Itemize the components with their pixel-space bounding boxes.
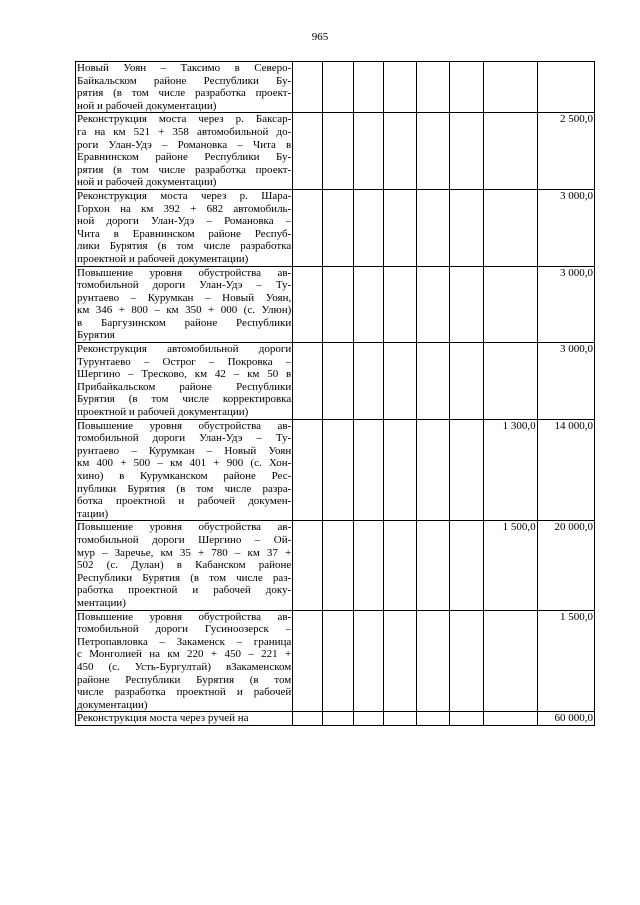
item-name-cell <box>76 113 293 190</box>
item-name-line: 502 (с. Дулан) в Кабанском районе <box>77 559 292 572</box>
item-name-line: рятия (в том числе разработка проект- <box>77 163 292 176</box>
value-cell-col-3 <box>323 113 353 190</box>
budget-table <box>75 61 595 726</box>
value-cell-col-4 <box>353 610 383 712</box>
item-name-line: томобильной дороги Улан-Удэ – Ту- <box>77 279 292 292</box>
value-cell-col-4 <box>353 266 383 343</box>
value-cell-col-9: 3 000,0 <box>537 266 594 343</box>
value-cell-col-5 <box>383 189 416 266</box>
item-name-line: районе Республики Бурятия (в том <box>77 673 292 686</box>
item-name-line: Реконструкция моста через р. Шара- <box>77 189 292 202</box>
item-name-line: рятия (в том числе разработка проект- <box>77 87 292 100</box>
item-name-line: рунтаево – Курумкан – Новый Уоян, <box>77 291 292 304</box>
item-name-line: томобильной дороги Шергино – Ой- <box>77 533 292 546</box>
value-cell-col-4 <box>353 62 383 113</box>
table-row <box>76 712 595 726</box>
value-cell-col-6 <box>416 113 449 190</box>
item-name-line: Новый Уоян – Таксимо в Северо- <box>77 62 292 74</box>
item-name-line: лики Бурятия (в том числе разработка <box>77 240 292 253</box>
value-cell-col-8 <box>484 343 537 420</box>
item-name-line: Повышение уровня обустройства ав- <box>77 266 292 279</box>
value-cell-col-3 <box>323 610 353 712</box>
item-name-line: Реконструкция моста через р. Баксар- <box>77 113 292 126</box>
item-name-line: Петропавловка – Закаменск – граница <box>77 635 292 648</box>
value-cell-col-4 <box>353 113 383 190</box>
value-cell-col-3 <box>323 266 353 343</box>
table-row <box>76 113 595 190</box>
value-cell-col-9: 1 500,0 <box>537 610 594 712</box>
item-name-line: публики Бурятия (в том числе разра- <box>77 482 292 495</box>
value-cell-col-6 <box>416 521 449 610</box>
value-cell-col-6 <box>416 62 449 113</box>
item-name-line: томобильной дороги Гусиноозерск – <box>77 623 292 636</box>
value-cell-col-3 <box>323 189 353 266</box>
value-cell-col-9 <box>537 62 594 113</box>
value-cell-col-2 <box>293 113 323 190</box>
item-name-line: Бурятия <box>77 329 115 342</box>
item-name-line: Турунтаево – Острог – Покровка – <box>77 355 292 368</box>
table-row <box>76 610 595 712</box>
value-cell-col-9: 2 500,0 <box>537 113 594 190</box>
item-name-line: рунтаево – Курумкан – Новый Уоян <box>77 444 292 457</box>
item-name-line: мур – Заречье, км 35 + 780 – км 37 + <box>77 546 292 559</box>
item-name-line: тации) <box>77 507 109 520</box>
value-cell-col-7 <box>450 62 484 113</box>
value-cell-col-9: 14 000,0 <box>537 419 594 521</box>
item-name-line: Байкальском районе Республики Бу- <box>77 74 292 87</box>
item-name-line: томобильной дороги Улан-Удэ – Ту- <box>77 432 292 445</box>
value-cell-col-4 <box>353 343 383 420</box>
value-cell-col-7 <box>450 521 484 610</box>
value-cell-col-5 <box>383 610 416 712</box>
value-cell-col-7 <box>450 343 484 420</box>
value-cell-col-8 <box>484 113 537 190</box>
value-cell-col-5 <box>383 113 416 190</box>
item-name-line: проектной и рабочей документации) <box>77 252 249 265</box>
value-cell-col-8 <box>484 712 537 726</box>
value-cell-col-2 <box>293 712 323 726</box>
item-name-line: документации) <box>77 698 148 711</box>
item-name-line: числе разработка проектной и рабочей <box>77 686 292 699</box>
value-cell-col-4 <box>353 419 383 521</box>
value-cell-col-6 <box>416 343 449 420</box>
item-name-cell <box>76 419 293 521</box>
value-cell-col-3 <box>323 521 353 610</box>
item-name-cell <box>76 712 293 726</box>
item-name-line: хино) в Курумканском районе Рес- <box>77 470 292 482</box>
item-name-line: Повышение уровня обустройства ав- <box>77 419 292 432</box>
item-name-line: с Монголией на км 220 + 450 – 221 + <box>77 648 292 661</box>
value-cell-col-3 <box>323 419 353 521</box>
value-cell-col-2 <box>293 521 323 610</box>
value-cell-col-5 <box>383 62 416 113</box>
value-cell-col-2 <box>293 419 323 521</box>
value-cell-col-5 <box>383 343 416 420</box>
value-cell-col-2 <box>293 62 323 113</box>
item-name-line: роги Улан-Удэ – Романовка – Чита в <box>77 138 292 151</box>
value-cell-col-4 <box>353 189 383 266</box>
item-name-line: ной и рабочей документации) <box>77 99 217 112</box>
item-name-line: Республики Бурятия (в том числе раз- <box>77 571 292 584</box>
value-cell-col-5 <box>383 521 416 610</box>
page-number: 965 <box>311 31 329 43</box>
value-cell-col-9: 3 000,0 <box>537 189 594 266</box>
value-cell-col-8 <box>484 610 537 712</box>
value-cell-col-8: 1 500,0 <box>484 521 537 610</box>
value-cell-col-8 <box>484 266 537 343</box>
value-cell-col-5 <box>383 712 416 726</box>
item-name-line: 450 (с. Усть-Бургултай) вЗакаменском <box>77 660 292 673</box>
value-cell-col-6 <box>416 419 449 521</box>
item-name-line: км 400 + 500 – км 401 + 900 (с. Хон- <box>77 457 292 470</box>
item-name-line: Повышение уровня обустройства ав- <box>77 610 292 623</box>
value-cell-col-6 <box>416 610 449 712</box>
value-cell-col-2 <box>293 266 323 343</box>
value-cell-col-6 <box>416 712 449 726</box>
value-cell-col-9: 20 000,0 <box>537 521 594 610</box>
value-cell-col-7 <box>450 419 484 521</box>
table-row <box>76 189 595 266</box>
item-name-line: Еравнинском районе Республики Бу- <box>77 151 292 164</box>
item-name-cell <box>76 189 293 266</box>
value-cell-col-7 <box>450 113 484 190</box>
value-cell-col-8: 1 300,0 <box>484 419 537 521</box>
value-cell-col-6 <box>416 189 449 266</box>
value-cell-col-3 <box>323 62 353 113</box>
value-cell-col-3 <box>323 343 353 420</box>
table-row <box>76 266 595 343</box>
item-name-line: Реконструкция автомобильной дороги <box>77 343 292 356</box>
item-name-cell <box>76 62 293 113</box>
value-cell-col-7 <box>450 189 484 266</box>
value-cell-col-7 <box>450 712 484 726</box>
value-cell-col-7 <box>450 610 484 712</box>
item-name-line: Повышение уровня обустройства ав- <box>77 521 292 534</box>
item-name-cell <box>76 610 293 712</box>
value-cell-col-2 <box>293 189 323 266</box>
value-cell-col-3 <box>323 712 353 726</box>
value-cell-col-2 <box>293 343 323 420</box>
value-cell-col-8 <box>484 189 537 266</box>
table-row <box>76 419 595 521</box>
value-cell-col-5 <box>383 266 416 343</box>
value-cell-col-2 <box>293 610 323 712</box>
item-name-line: Шергино – Тресково, км 42 – км 50 в <box>77 368 292 381</box>
value-cell-col-4 <box>353 521 383 610</box>
item-name-line: в Баргузинском районе Республики <box>77 316 292 329</box>
value-cell-col-9: 60 000,0 <box>537 712 594 726</box>
item-name-line: ботка проектной и рабочей докумен- <box>77 495 292 508</box>
item-name-line: ментации) <box>77 596 126 609</box>
table-row <box>76 521 595 610</box>
item-name-line: ной дороги Улан-Удэ – Романовка – <box>77 215 292 228</box>
item-name-cell <box>76 521 293 610</box>
item-name-line: ной и рабочей документации) <box>77 176 217 189</box>
item-name-line: км 346 + 800 – км 350 + 000 (с. Улюн) <box>77 304 292 317</box>
table-row <box>76 343 595 420</box>
value-cell-col-8 <box>484 62 537 113</box>
value-cell-col-4 <box>353 712 383 726</box>
item-name-line: Бурятия (в том числе корректировка <box>77 393 292 406</box>
value-cell-col-7 <box>450 266 484 343</box>
table-row <box>76 62 595 113</box>
item-name-line: работка проектной и рабочей доку- <box>77 584 292 597</box>
item-name-line: Горхон на км 392 + 682 автомобиль- <box>77 202 292 215</box>
item-name-line: проектной и рабочей документации) <box>77 406 249 419</box>
value-cell-col-9: 3 000,0 <box>537 343 594 420</box>
item-name-line: Чита в Еравнинском районе Респуб- <box>77 227 292 240</box>
value-cell-col-6 <box>416 266 449 343</box>
item-name-line: Реконструкция моста через ручей на <box>77 712 249 725</box>
value-cell-col-5 <box>383 419 416 521</box>
item-name-line: Прибайкальском районе Республики <box>77 380 292 393</box>
item-name-line: га на км 521 + 358 автомобильной до- <box>77 125 292 138</box>
item-name-cell <box>76 343 293 420</box>
item-name-cell <box>76 266 293 343</box>
